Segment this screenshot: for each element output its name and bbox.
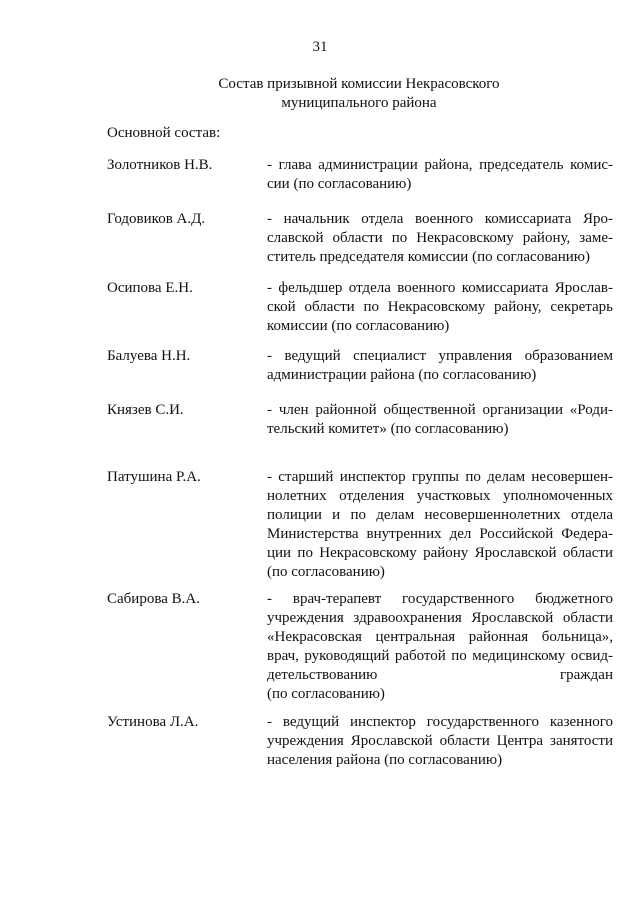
member-role [267, 210, 613, 267]
member-name: Патушина Р.А. [107, 469, 201, 485]
member-role [267, 713, 613, 770]
member-role-line: - фельдшер отдела военного комиссариата Ярослав- [267, 280, 613, 296]
member-role-line: населения района (по согласованию) [267, 752, 503, 768]
member-role-line: врач, руководящий работой по медицинскому освид- [267, 648, 613, 664]
member-name: Князев С.И. [107, 402, 184, 418]
member-role-line: ститель председателя комиссии (по согласованию) [267, 249, 590, 265]
member-role-line: (по согласованию) [267, 564, 385, 580]
member-role [267, 401, 613, 439]
member-role-line: нолетних отделения участковых уполномоченных [267, 488, 613, 504]
member-name: Золотников Н.В. [107, 157, 213, 173]
member-role-line: сии (по согласованию) [267, 176, 412, 192]
member-name: Устинова Л.А. [107, 714, 199, 730]
member-name: Сабирова В.А. [107, 591, 200, 607]
member-role-line: детельствованию граждан [267, 667, 613, 683]
member-role-line: «Некрасовская центральная районная больница», [267, 629, 613, 645]
document-title-line-2: муниципального района [281, 95, 437, 111]
member-role-line: - ведущий инспектор государственного казенного [267, 714, 613, 730]
member-role [267, 347, 613, 385]
section-label: Основной состав: [107, 125, 221, 141]
member-role-line: полиции и по делам несовершеннолетних отдела [267, 507, 613, 523]
member-role [267, 156, 613, 194]
member-role [267, 468, 613, 582]
page-number: 31 [312, 39, 328, 55]
member-role-line: учреждения Ярославской области Центра занятости [267, 733, 613, 749]
member-name: Балуева Н.Н. [107, 348, 191, 364]
member-role-line: (по согласованию) [267, 686, 385, 702]
member-role-line: администрации района (по согласованию) [267, 367, 537, 383]
member-name: Осипова Е.Н. [107, 280, 193, 296]
member-role-line: - ведущий специалист управления образованием [267, 348, 613, 364]
document-title-line-1: Состав призывной комиссии Некрасовского [218, 76, 500, 92]
document-title [0, 75, 640, 113]
member-role-line: - старший инспектор группы по делам несовершен- [267, 469, 613, 485]
member-name: Годовиков А.Д. [107, 211, 206, 227]
member-role-line: ции по Некрасовскому району Ярославской области [267, 545, 613, 561]
member-role-line: ской области по Некрасовскому району, секретарь [267, 299, 613, 315]
member-role-line: учреждения здравоохранения Ярославской области [267, 610, 613, 626]
member-role-line: комиссии (по согласованию) [267, 318, 450, 334]
member-role-line: Министерства внутренних дел Российской Федера- [267, 526, 613, 542]
member-role-line: - врач-терапевт государственного бюджетного [267, 591, 613, 607]
member-role [267, 590, 613, 704]
member-role [267, 279, 613, 336]
member-role-line: - глава администрации района, председатель комис- [267, 157, 613, 173]
member-role-line: - начальник отдела военного комиссариата Яро- [267, 211, 613, 227]
member-role-line: тельский комитет» (по согласованию) [267, 421, 509, 437]
member-role-line: славской области по Некрасовскому району, заме- [267, 230, 613, 246]
member-role-line: - член районной общественной организации «Роди- [267, 402, 613, 418]
